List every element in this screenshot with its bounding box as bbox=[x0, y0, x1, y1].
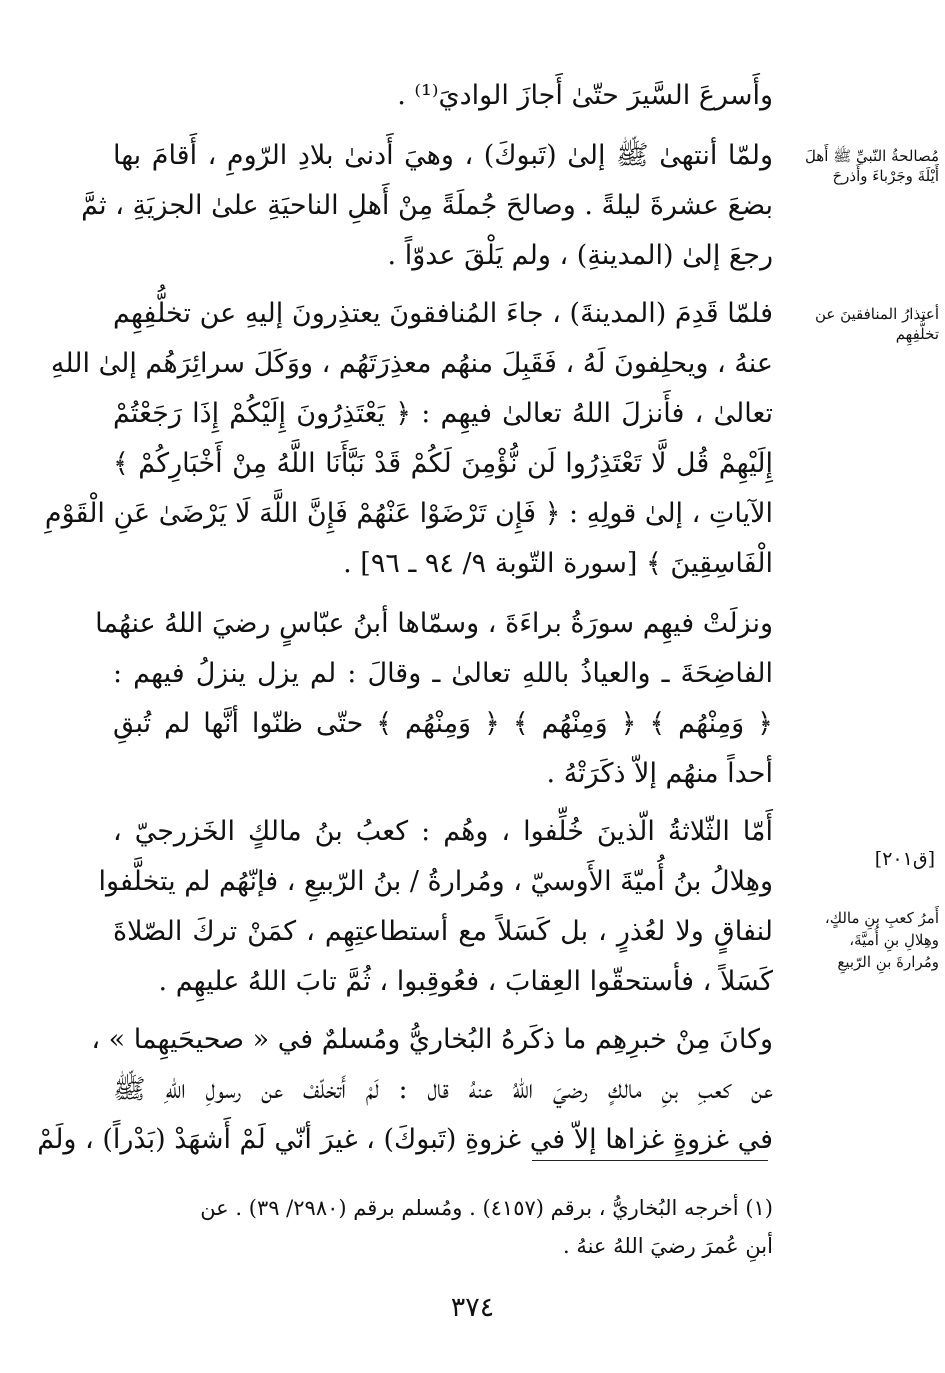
footnote-line: أبنِ عُمرَ رضيَ اللهُ عنهُ . bbox=[562, 1234, 773, 1258]
text-line: فلمّا قَدِمَ (المدينةَ) ، جاءَ المُنافقونَ يعتذِرونَ إليهِ عن تخلُّفِهِم bbox=[113, 298, 773, 329]
margin-note: مُصالحةُ النّبيِّ ﷺ أَهلَ bbox=[804, 147, 939, 165]
text-line: ولمّا أنتهىٰ ﷺ إلىٰ (تَبوكَ) ، وهيَ أَدنىٰ بلادِ الرّومِ ، أَقامَ بها bbox=[113, 140, 773, 171]
margin-note: أَمرُ كعبِ بنِ مالكٍ، bbox=[824, 909, 939, 927]
folio-marker: [ق٢٠١] bbox=[874, 848, 935, 870]
text-line: رجعَ إلىٰ (المدينةِ) ، ولم يَلْقَ عدوّاً . bbox=[387, 240, 773, 271]
text-line: عن كعبِ بنِ مالكٍ رضيَ اللهُ عنهُ قال : لَمْ أَتخلّفْ عن رسولِ اللهِ ﷺ bbox=[113, 1074, 773, 1105]
text-line: وأَسرعَ السَّيرَ حتّىٰ أَجازَ الواديَ⁽¹⁾ . bbox=[397, 80, 773, 111]
text-line: الآياتِ ، إلىٰ قولِهِ : ﴿ فَإِن تَرْضَوْا عَنْهُمْ فَإِنَّ اللَّهَ لَا يَرْضَىٰ عَنِ الْقَوْمِ bbox=[44, 498, 773, 529]
quran-line: إِلَيْهِمْ قُل لَّا تَعْتَذِرُوا لَن نُّؤْمِنَ لَكُمْ قَدْ نَبَّأَنَا اللَّهُ مِنْ أَخْبَارِكُمْ ﴾ bbox=[113, 448, 773, 479]
text-line: الفاضِحَةَ ـ والعياذُ باللهِ تعالىٰ ـ وقالَ : لم يزل ينزلُ فيهم : bbox=[113, 658, 773, 689]
page-number: ٣٧٤ bbox=[450, 1292, 495, 1323]
text-line: أَمّا الثّلاثةُ الّذينَ خُلِّفوا ، وهُم : كعبُ بنُ مالكٍ الخَزرجيّ ، bbox=[113, 816, 773, 847]
text-line: بضعَ عشرةَ ليلةً . وصالحَ جُملَةً مِنْ أَهلِ الناحيَةِ علىٰ الجزيَةِ ، ثمَّ bbox=[81, 190, 773, 221]
footnote-line: (١) أخرجه البُخاريُّ ، برقم (٤١٥٧) . ومُسلم برقم (٢٩٨٠/ ٣٩) . عن bbox=[200, 1196, 773, 1220]
quran-citation-line: الْفَاسِقِينَ ﴾ [سورة التّوبة ٩/ ٩٤ ـ ٩٦] . bbox=[343, 548, 773, 579]
text-line: تعالىٰ ، فأَنزلَ اللهُ تعالىٰ فيهِم : ﴿ يَعْتَذِرُونَ إِلَيْكُمْ إِذَا رَجَعْتُمْ bbox=[113, 398, 773, 429]
text-line: لنفاقٍ ولا لعُذرٍ ، بل كَسَلاً مع أستطاعتِهِم ، كمَنْ تركَ الصّلاةَ bbox=[113, 916, 773, 947]
text-line: وكانَ مِنْ خبرِهِم ما ذكَرهُ البُخاريُّ ومُسلمٌ في « صحيحَيهِما » ، bbox=[91, 1024, 773, 1055]
margin-note: ومُرارةَ بنِ الرّبيعِ bbox=[837, 953, 939, 971]
margin-note: وهِلالِ بنِ أُميَّةَ، bbox=[849, 931, 939, 949]
margin-note: تخلُّفِهِم bbox=[895, 325, 939, 343]
footnote-divider bbox=[532, 1160, 768, 1161]
margin-note: أَيْلَةَ وجَرْباءَ وأَذرحَ bbox=[832, 167, 939, 185]
text-line: كَسَلاً ، فأستحقّوا العِقابَ ، فعُوقِبوا ، ثُمَّ تابَ اللهُ عليهِم . bbox=[158, 966, 773, 997]
text-line: وهِلالُ بنُ أُميّةَ الأَوسيّ ، ومُرارةُ / بنُ الرّبيعِ ، فإنّهُم لم يتخلَّفوا bbox=[98, 866, 773, 897]
quran-line: ﴿ وَمِنْهُم ﴾ ﴿ وَمِنْهُم ﴾ ﴿ وَمِنْهُم ﴾ حتّى ظنّوا أنَّها لم تُبقِ bbox=[113, 708, 773, 739]
text-line: أحداً منهُم إلاّ ذكَرَتْهُ . bbox=[546, 758, 773, 789]
text-line: عنهُ ، ويحلِفونَ لَهُ ، فَقَبِلَ منهُم معذِرَتَهُم ، ووَكَلَ سرائِرَهُم إلىٰ اللهِ bbox=[50, 348, 773, 379]
text-line: في غزوةٍ غزاها إلاّ في غزوةِ (تَبوكَ) ، غيرَ أنّي لَمْ أَشهَدْ (بَدْراً) ، ولَمْ bbox=[37, 1124, 773, 1155]
text-line: ونزلَتْ فيهِم سورَةُ براءَةَ ، وسمّاها أبنُ عبّاسٍ رضيَ اللهُ عنهُما bbox=[95, 608, 773, 639]
margin-note: أعتذارُ المنافقينَ عن bbox=[814, 305, 939, 323]
